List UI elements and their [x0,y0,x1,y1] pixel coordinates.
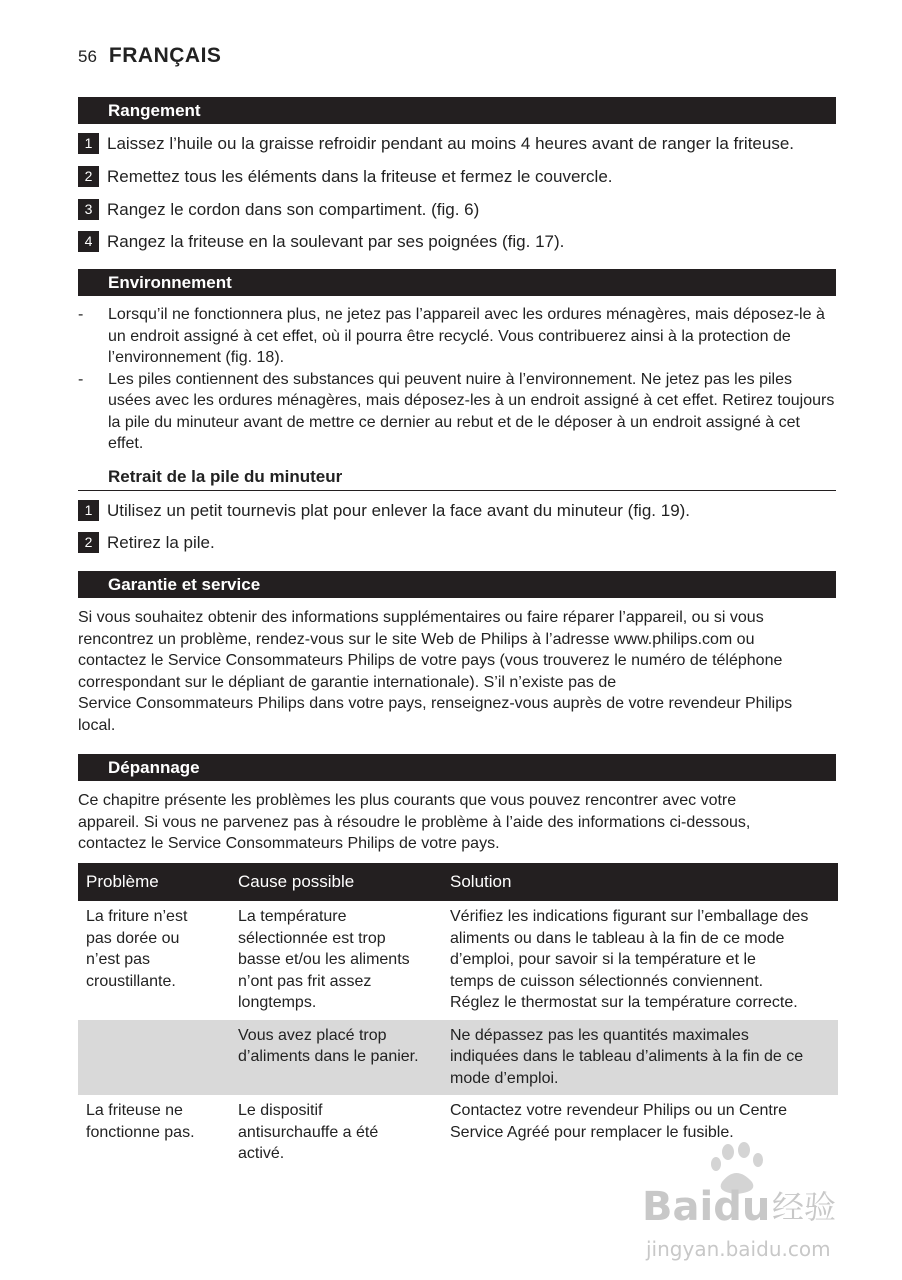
cell-solution [442,1020,838,1096]
cell-line: temps de cuisson sélectionnés conviennent. [450,972,764,990]
cell-line: Service Agréé pour remplacer le fusible. [450,1123,734,1141]
watermark-url: jingyan.baidu.com [646,1237,831,1261]
page-header [78,44,221,68]
table-row [78,901,838,1020]
cell-line: Le dispositif [238,1102,323,1119]
subsection-retrait-title: Retrait de la pile du minuteur [78,467,836,491]
bullet-text: Lorsqu’il ne fonctionnera plus, ne jetez pas l’appareil avec les ordures ménagères, mais déposez-le à un endroit assigné à cet effet, où il pourra être recyclé. Vous contribuerez ainsi à la protection de l’environnement (fig. 18). [108,306,825,366]
cell-line: croustillante. [86,972,176,990]
section-garantie-title: Garantie et service [78,571,836,598]
language-heading: FRANÇAIS [108,44,222,67]
cell-line: sélectionnée est trop [238,929,386,947]
table-row [78,1020,838,1096]
cell-problem [78,1020,230,1096]
cell-line: basse et/ou les aliments [238,951,410,968]
cell-solution [442,901,838,1020]
step-number: 2 [78,166,99,187]
cell-line: n’ont pas frit assez [238,972,372,990]
bullet-dash: - [78,306,84,323]
text-line: appareil. Si vous ne parvenez pas à résoudre le problème à l’aide des informations ci-dessous, [78,813,751,831]
step-number: 2 [78,532,99,553]
step-text: Laissez l’huile ou la graisse refroidir pendant au moins 4 heures avant de ranger la friteuse. [107,133,795,153]
rangement-step [78,166,836,187]
troubleshooting-table [78,863,838,1171]
cell-line: La température [238,908,347,925]
cell-cause [230,1020,442,1096]
cell-line: Vérifiez les indications figurant sur l’emballage des [450,908,809,925]
section-rangement-title: Rangement [78,97,836,124]
text-line: local. [78,716,116,734]
text-line: contactez le Service Consommateurs Philips de votre pays. [78,835,500,852]
text-line: correspondant sur le dépliant de garantie internationale). S’il n’existe pas de [78,673,617,691]
cell-problem [78,901,230,1020]
cell-line: mode d’emploi. [450,1069,559,1087]
cell-line: antisurchauffe a été [238,1123,379,1141]
text-line: Ce chapitre présente les problèmes les plus courants que vous pouvez rencontrer avec votre [78,792,737,809]
rangement-step [78,231,836,252]
step-number: 4 [78,231,99,252]
bullet-text: Les piles contiennent des substances qui peuvent nuire à l’environnement. Ne jetez pas les piles usées avec les ordures ménagères, mais déposez-les à un endroit assigné à cet effet. Retirez toujours la pile du minuteur avant de mettre ce dernier au rebut et de le déposer à un endroit assigné à cet effet. [108,370,835,452]
page-number: 56 [78,47,97,66]
section-depannage-title: Dépannage [78,754,836,781]
rangement-step [78,199,836,220]
cell-line: La friteuse ne [86,1102,183,1119]
header-solution: Solution [450,872,512,892]
environnement-bullets [78,304,836,455]
cell-line: n’est pas [86,951,151,968]
table-header-row [78,863,838,901]
cell-line: indiquées dans le tableau d’aliments à la fin de ce [450,1048,804,1065]
rangement-step [78,133,836,154]
cell-cause [230,1095,442,1171]
cell-line: La friture n’est [86,908,188,925]
step-number: 1 [78,133,99,154]
step-text: Rangez la friteuse en la soulevant par ses poignées (fig. 17). [107,231,565,251]
text-line: Service Consommateurs Philips dans votre pays, renseignez-vous auprès de votre revendeur Philips [78,695,793,712]
watermark-cn: 经验 [772,1188,837,1226]
cell-line: pas dorée ou [86,929,180,947]
step-number: 1 [78,500,99,521]
cell-line: activé. [238,1145,285,1162]
step-text: Retirez la pile. [107,532,215,552]
step-text: Utilisez un petit tournevis plat pour enlever la face avant du minuteur (fig. 19). [107,500,691,520]
cell-line: fonctionne pas. [86,1123,195,1141]
cell-line: aliments ou dans le tableau à la fin de ce mode [450,929,785,947]
baidu-watermark [636,1140,856,1270]
text-line: Si vous souhaitez obtenir des informations supplémentaires ou faire réparer l’appareil, ou si vous [78,609,764,626]
step-number: 3 [78,199,99,220]
bullet-item [78,369,836,455]
step-text: Remettez tous les éléments dans la friteuse et fermez le couvercle. [107,166,613,186]
watermark-brand: Baidu [642,1184,771,1230]
section-environnement-title: Environnement [78,269,836,296]
step-text: Rangez le cordon dans son compartiment. (fig. 6) [107,199,480,219]
depannage-intro [78,790,838,855]
cell-line: Vous avez placé trop [238,1026,387,1044]
bullet-item [78,304,836,369]
header-problem: Problème [86,872,159,892]
cell-line: d’emploi, pour savoir si la température et le [450,951,756,968]
garantie-paragraph [78,607,838,736]
header-cause: Cause possible [238,872,355,892]
retrait-step [78,500,836,521]
cell-problem [78,1095,230,1171]
cell-line: Ne dépassez pas les quantités maximales [450,1026,749,1044]
cell-line: d’aliments dans le panier. [238,1048,419,1065]
text-line: contactez le Service Consommateurs Philips de votre pays (vous trouverez le numéro de téléphone [78,652,783,669]
text-line: rencontrez un problème, rendez-vous sur le site Web de Philips à l’adresse www.philips.com ou [78,630,755,648]
bullet-dash: - [78,370,84,388]
cell-line: longtemps. [238,994,317,1011]
cell-line: Réglez le thermostat sur la température correcte. [450,994,798,1011]
cell-cause [230,901,442,1020]
cell-line: Contactez votre revendeur Philips ou un Centre [450,1102,788,1119]
retrait-step [78,532,836,553]
